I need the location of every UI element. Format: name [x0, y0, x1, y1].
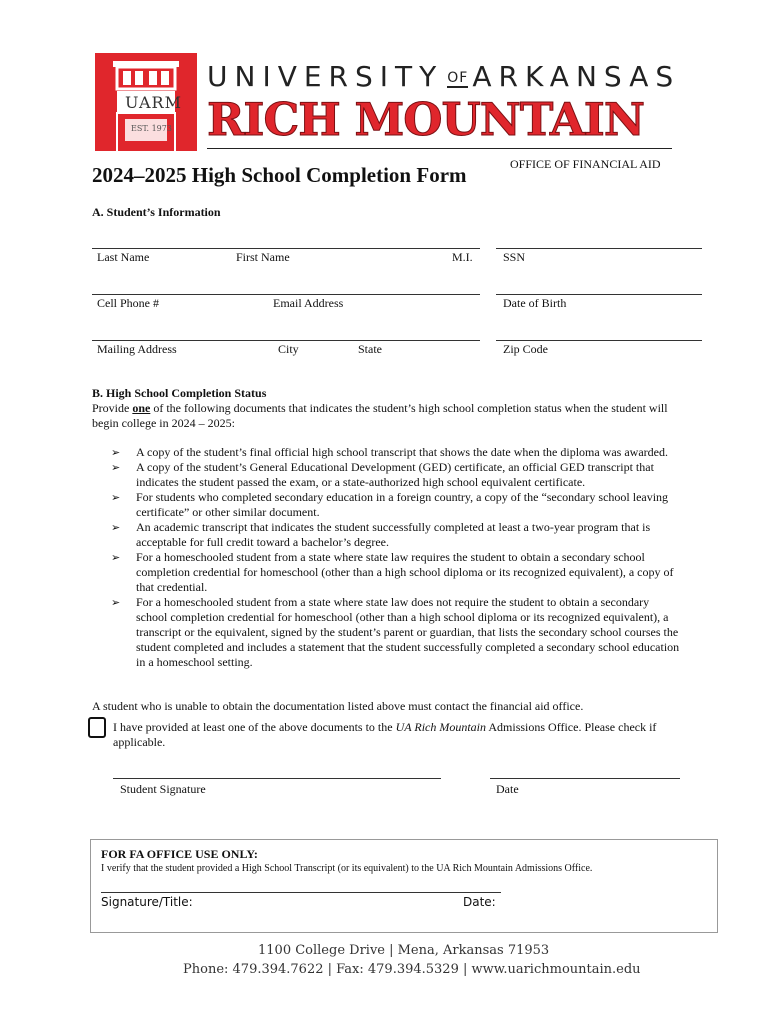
- first-name-label: First Name: [236, 250, 290, 264]
- logo-sign-text: UARM: [125, 93, 182, 112]
- list-item: [111, 490, 681, 520]
- logo-arkansas-word: ARKANSAS: [472, 60, 681, 93]
- list-item-text: For a homeschooled student from a state where state law requires the student to obtain a secondary school completion credential for homeschool (other than a high school diploma or its recognized equivalent), a copy of that credential.: [136, 550, 674, 594]
- email-label: Email Address: [273, 296, 344, 310]
- arrow-bullet-icon: ➢: [111, 461, 121, 474]
- office-label: OFFICE OF FINANCIAL AID: [510, 157, 661, 171]
- ssn-line[interactable]: [496, 248, 702, 249]
- list-item-text: For students who completed secondary education in a foreign country, a copy of the “secondary school leaving certificate” or other similar document.: [136, 490, 669, 519]
- contact-line[interactable]: [92, 294, 480, 295]
- fa-signature-line[interactable]: [101, 892, 501, 893]
- dob-line[interactable]: [496, 294, 702, 295]
- list-item: [111, 595, 681, 670]
- logo-established-text: EST. 1973: [131, 124, 172, 133]
- form-title: 2024–2025 High School Completion Form: [92, 163, 467, 187]
- attestation-emphasis: UA Rich Mountain: [395, 720, 487, 734]
- documents-provided-checkbox[interactable]: [88, 717, 106, 738]
- ssn-label: SSN: [503, 250, 526, 264]
- list-item-text: A copy of the student’s final official high school transcript that shows the date when the diploma was awarded.: [136, 445, 668, 459]
- student-signature-label: Student Signature: [120, 782, 206, 796]
- documents-list: [111, 445, 681, 670]
- fa-office-box: [90, 839, 718, 933]
- list-item: [111, 445, 681, 460]
- mailing-address-label: Mailing Address: [97, 342, 177, 356]
- campus-building-logo: [95, 53, 197, 153]
- fa-date-label: Date:: [463, 895, 496, 909]
- intro-text-start: Provide: [92, 401, 133, 415]
- city-label: City: [278, 342, 299, 356]
- fa-office-heading: FOR FA OFFICE USE ONLY:: [101, 847, 258, 861]
- cell-phone-label: Cell Phone #: [97, 296, 159, 310]
- name-line[interactable]: [92, 248, 480, 249]
- section-b-heading: B. High School Completion Status: [92, 386, 267, 400]
- attestation-text: [113, 720, 683, 750]
- arrow-bullet-icon: ➢: [111, 521, 121, 534]
- mi-label: M.I.: [452, 250, 473, 264]
- list-item: [111, 550, 681, 595]
- list-item: [111, 520, 681, 550]
- footer-address: 1100 College Drive | Mena, Arkansas 71953: [258, 943, 550, 958]
- state-label: State: [358, 342, 382, 356]
- section-a-heading: A. Student’s Information: [92, 205, 221, 219]
- student-signature-line[interactable]: [113, 778, 441, 779]
- list-item-text: An academic transcript that indicates the student successfully completed at least a two-year program that is acceptable for full credit toward a bachelor’s degree.: [136, 520, 651, 549]
- section-b-intro: [92, 401, 682, 431]
- arrow-bullet-icon: ➢: [111, 446, 121, 459]
- date-label: Date: [496, 782, 519, 796]
- logo-university-wordmark: [207, 60, 680, 93]
- zip-label: Zip Code: [503, 342, 548, 356]
- attestation-end: Admissions Office. Please check if applicable.: [113, 720, 657, 749]
- logo-campus-wordmark: RICH MOUNTAIN: [207, 93, 644, 146]
- attestation-start: I have provided at least one of the above documents to the: [113, 720, 396, 734]
- fa-signature-title-label: Signature/Title:: [101, 895, 193, 909]
- arrow-bullet-icon: ➢: [111, 491, 121, 504]
- list-item: [111, 460, 681, 490]
- arrow-bullet-icon: ➢: [111, 551, 121, 564]
- arrow-bullet-icon: ➢: [111, 596, 121, 609]
- logo-of-word: OF: [447, 70, 469, 86]
- zip-line[interactable]: [496, 340, 702, 341]
- list-item-text: For a homeschooled student from a state where state law does not require the student to obtain a secondary school completion credential for homeschool (other than a high school diploma or its recognized equivalent), a transcript or the equivalent, signed by the student’s parent or guardian, that lists the secondary school courses the student completed and includes a statement that the student successfully completed a secondary school education in a homeschool setting.: [136, 595, 680, 669]
- fa-verify-text: I verify that the student provided a High School Transcript (or its equivalent) to the UA Rich Mountain Admissions Office.: [101, 863, 593, 874]
- logo-university-word: UNIVERSITY: [207, 60, 444, 93]
- footer-contact: Phone: 479.394.7622 | Fax: 479.394.5329 | www.uarichmountain.edu: [183, 962, 641, 977]
- list-item-text: A copy of the student’s General Educational Development (GED) certificate, an official GED transcript that indicates the student passed the exam, or a state-authorized high school equivalent certificate.: [136, 460, 654, 489]
- logo-divider: [207, 148, 672, 149]
- last-name-label: Last Name: [97, 250, 150, 264]
- date-line[interactable]: [490, 778, 680, 779]
- intro-text-end: of the following documents that indicates the student’s high school completion status when the student will begin college in 2024 – 2025:: [92, 401, 668, 430]
- unable-note: A student who is unable to obtain the documentation listed above must contact the financial aid office.: [92, 699, 584, 713]
- intro-emphasis: one: [132, 401, 151, 415]
- address-line[interactable]: [92, 340, 480, 341]
- dob-label: Date of Birth: [503, 296, 567, 310]
